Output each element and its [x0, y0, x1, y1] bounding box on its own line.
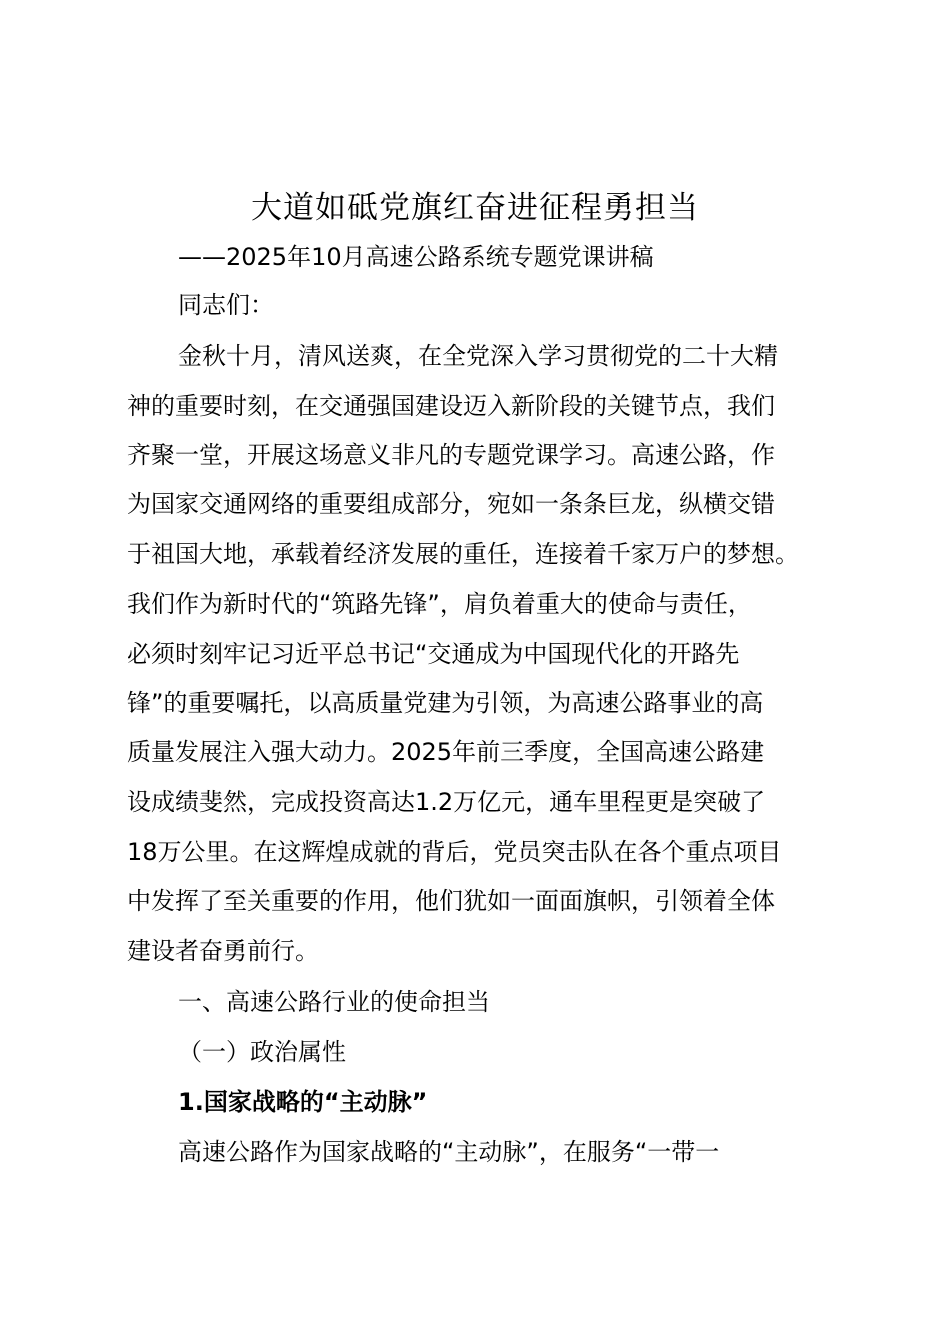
point-heading: 1.国家战略的“主动脉”: [178, 1088, 428, 1116]
salutation: 同志们：: [178, 291, 274, 319]
paragraph-line: 神的重要时刻，在交通强国建设迈入新阶段的关键节点，我们: [127, 392, 775, 420]
paragraph-line: 设成绩斐然，完成投资高达1.2万亿元，通车里程更是突破了: [127, 788, 766, 816]
paragraph-line: 锋”的重要嘱托，以高质量党建为引领，为高速公路事业的高: [127, 689, 764, 717]
paragraph-line: 建设者奋勇前行。: [127, 937, 319, 965]
paragraph-line: 于祖国大地，承载着经济发展的重任，连接着千家万户的梦想。: [127, 540, 799, 568]
paragraph-line: 金秋十月，清风送爽，在全党深入学习贯彻党的二十大精: [178, 342, 778, 370]
paragraph-line: 高速公路作为国家战略的“主动脉”，在服务“一带一: [178, 1138, 720, 1166]
document-title: 大道如砥党旗红奋进征程勇担当: [251, 190, 699, 226]
paragraph-line: 齐聚一堂，开展这场意义非凡的专题党课学习。高速公路，作: [127, 441, 775, 469]
paragraph-line: 为国家交通网络的重要组成部分，宛如一条条巨龙，纵横交错: [127, 490, 775, 518]
section-heading: 一、高速公路行业的使命担当: [178, 988, 490, 1016]
document-subtitle: ——2025年10月高速公路系统专题党课讲稿: [178, 243, 654, 271]
paragraph-line: 18万公里。在这辉煌成就的背后，党员突击队在各个重点项目: [127, 838, 782, 866]
paragraph-line: 中发挥了至关重要的作用，他们犹如一面面旗帜，引领着全体: [127, 887, 775, 915]
paragraph-line: 质量发展注入强大动力。2025年前三季度，全国高速公路建: [127, 738, 765, 766]
paragraph-line: 我们作为新时代的“筑路先锋”，肩负着重大的使命与责任，: [127, 590, 752, 618]
paragraph-line: 必须时刻牢记习近平总书记“交通成为中国现代化的开路先: [127, 640, 740, 668]
subsection-heading: （一）政治属性: [178, 1038, 346, 1066]
